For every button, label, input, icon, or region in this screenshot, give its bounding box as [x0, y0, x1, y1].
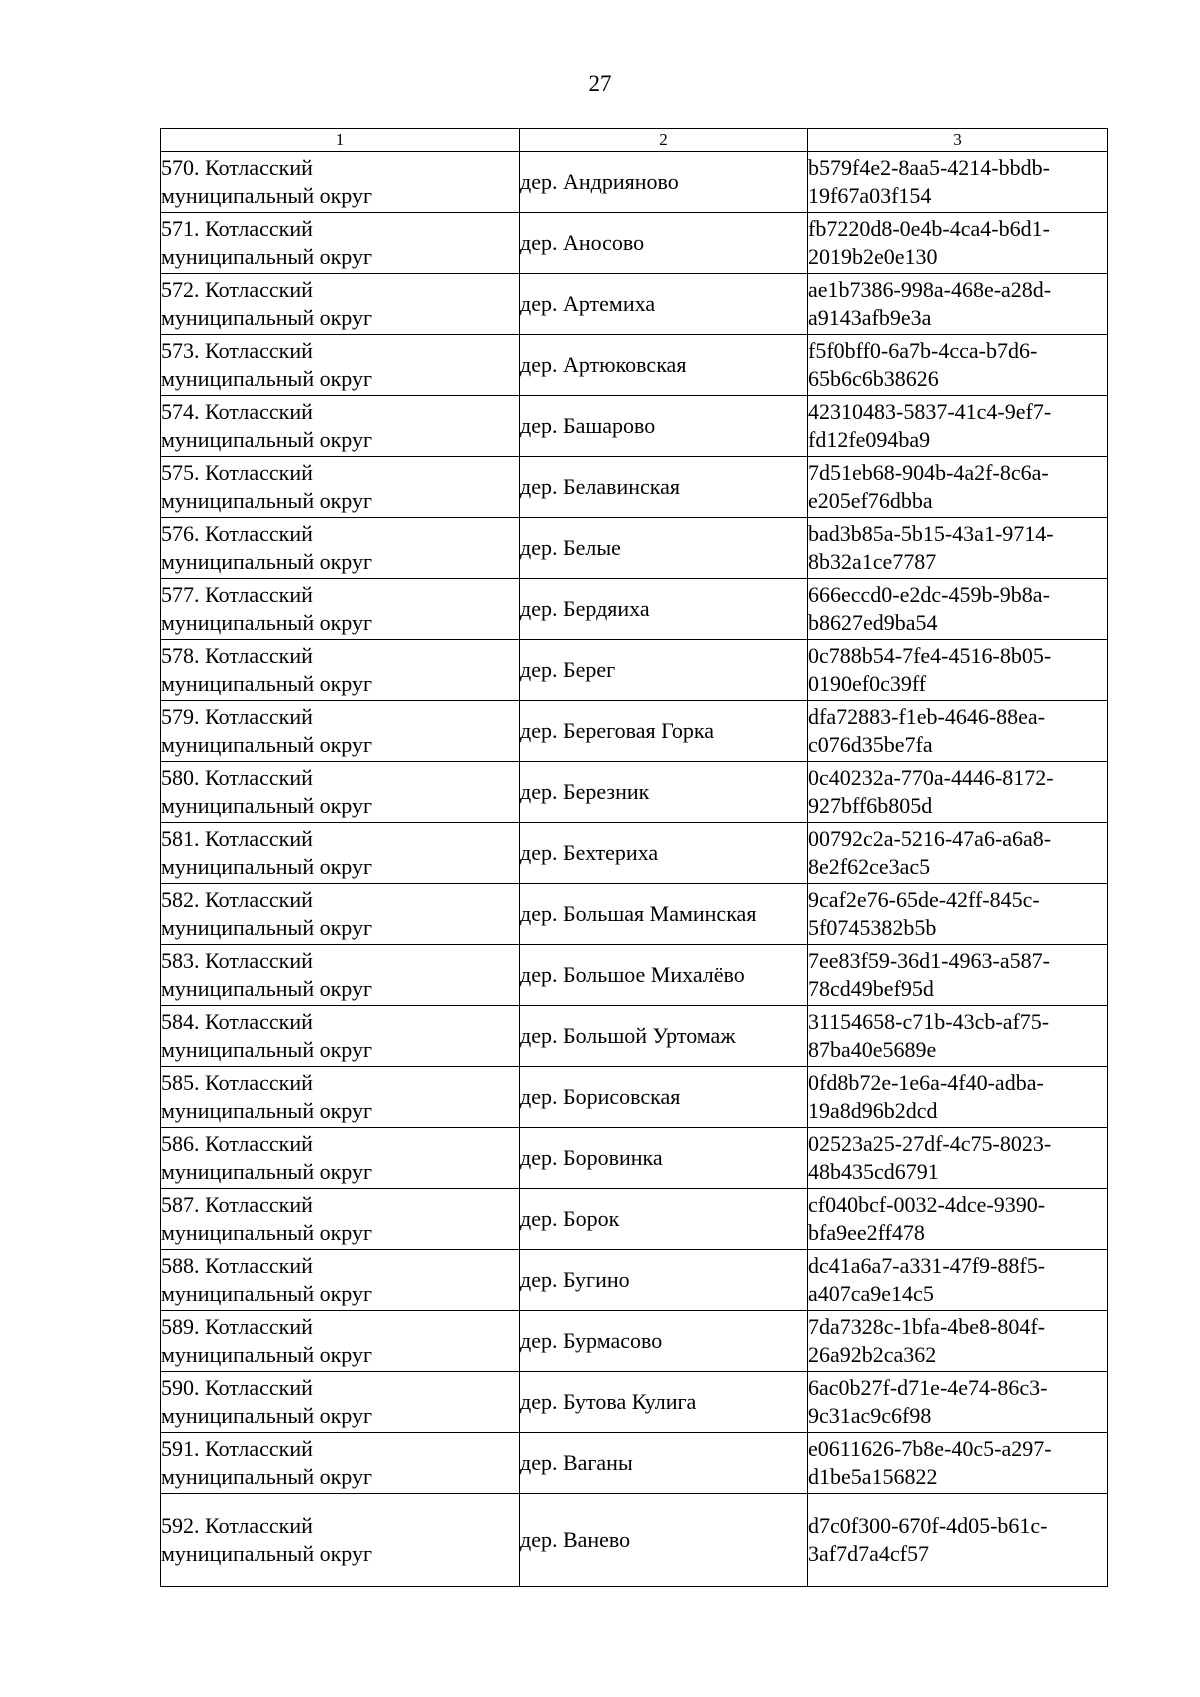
settlement-cell: дер. Большое Михалёво: [520, 945, 808, 1006]
municipality-type: муниципальный округ: [161, 427, 373, 452]
guid-part-1: 00792c2a-5216-47a6-a6a8-: [808, 826, 1052, 851]
guid-cell: [808, 396, 1108, 457]
municipality-type: муниципальный округ: [161, 976, 373, 1001]
municipality-cell: [161, 457, 520, 518]
guid-cell: [808, 640, 1108, 701]
table-row: [161, 1433, 1108, 1494]
guid-cell: [808, 274, 1108, 335]
municipality-cell: [161, 1189, 520, 1250]
municipality-cell: [161, 1433, 520, 1494]
table-row: [161, 518, 1108, 579]
guid-part-1: 02523a25-27df-4c75-8023-: [808, 1131, 1052, 1156]
municipality-type: муниципальный округ: [161, 1281, 373, 1306]
municipality-number-name: 584. Котласский: [161, 1009, 313, 1034]
municipality-number-name: 583. Котласский: [161, 948, 313, 973]
municipality-cell: [161, 1372, 520, 1433]
table-row: [161, 335, 1108, 396]
guid-part-2: c076d35be7fa: [808, 732, 933, 757]
guid-part-2: 5f0745382b5b: [808, 915, 937, 940]
municipality-cell: [161, 1006, 520, 1067]
guid-part-1: 9caf2e76-65de-42ff-845c-: [808, 887, 1040, 912]
guid-part-2: d1be5a156822: [808, 1464, 938, 1489]
municipality-cell: [161, 1250, 520, 1311]
municipality-type: муниципальный округ: [161, 549, 373, 574]
table-row: [161, 701, 1108, 762]
guid-part-1: 666eccd0-e2dc-459b-9b8a-: [808, 582, 1050, 607]
guid-part-2: 927bff6b805d: [808, 793, 933, 818]
municipality-cell: [161, 762, 520, 823]
municipality-type: муниципальный округ: [161, 1464, 373, 1489]
municipality-type: муниципальный округ: [161, 671, 373, 696]
municipality-number-name: 571. Котласский: [161, 216, 313, 241]
municipality-number-name: 588. Котласский: [161, 1253, 313, 1278]
municipality-number-name: 575. Котласский: [161, 460, 313, 485]
municipality-cell: [161, 396, 520, 457]
settlement-cell: дер. Белые: [520, 518, 808, 579]
table-row: [161, 1006, 1108, 1067]
guid-part-2: 9c31ac9c6f98: [808, 1403, 932, 1428]
guid-cell: [808, 1006, 1108, 1067]
municipality-type: муниципальный округ: [161, 1403, 373, 1428]
guid-cell: [808, 1433, 1108, 1494]
municipality-type: муниципальный округ: [161, 183, 373, 208]
guid-part-1: 6ac0b27f-d71e-4e74-86c3-: [808, 1375, 1048, 1400]
page-number: 27: [588, 71, 612, 96]
guid-cell: [808, 1189, 1108, 1250]
municipality-number-name: 573. Котласский: [161, 338, 313, 363]
municipality-number-name: 586. Котласский: [161, 1131, 313, 1156]
guid-part-2: 26a92b2ca362: [808, 1342, 937, 1367]
municipality-type: муниципальный округ: [161, 366, 373, 391]
guid-cell: [808, 579, 1108, 640]
settlement-cell: дер. Белавинская: [520, 457, 808, 518]
guid-part-1: dc41a6a7-a331-47f9-88f5-: [808, 1253, 1046, 1278]
municipality-number-name: 579. Котласский: [161, 704, 313, 729]
settlement-cell: дер. Берег: [520, 640, 808, 701]
table-row: [161, 1250, 1108, 1311]
table-row: [161, 457, 1108, 518]
guid-part-1: ae1b7386-998a-468e-a28d-: [808, 277, 1052, 302]
table-row: [161, 1372, 1108, 1433]
settlement-cell: дер. Артюковская: [520, 335, 808, 396]
municipality-type: муниципальный округ: [161, 915, 373, 940]
municipality-number-name: 570. Котласский: [161, 155, 313, 180]
settlement-cell: дер. Бугино: [520, 1250, 808, 1311]
table-row: [161, 1067, 1108, 1128]
municipality-cell: [161, 701, 520, 762]
guid-cell: [808, 152, 1108, 213]
guid-part-2: 3af7d7a4cf57: [808, 1541, 929, 1566]
municipality-number-name: 576. Котласский: [161, 521, 313, 546]
table-row: [161, 640, 1108, 701]
table-row: [161, 884, 1108, 945]
guid-part-1: 0c788b54-7fe4-4516-8b05-: [808, 643, 1052, 668]
column-header-3: 3: [808, 129, 1108, 152]
municipality-number-name: 587. Котласский: [161, 1192, 313, 1217]
guid-cell: [808, 1311, 1108, 1372]
table-row: [161, 823, 1108, 884]
guid-part-1: fb7220d8-0e4b-4ca4-b6d1-: [808, 216, 1050, 241]
settlement-cell: дер. Ваганы: [520, 1433, 808, 1494]
municipality-number-name: 582. Котласский: [161, 887, 313, 912]
settlement-cell: дер. Ванево: [520, 1494, 808, 1587]
table-row: [161, 945, 1108, 1006]
guid-part-2: 2019b2e0e130: [808, 244, 938, 269]
settlement-cell: дер. Береговая Горка: [520, 701, 808, 762]
guid-cell: [808, 1067, 1108, 1128]
municipality-number-name: 592. Котласский: [161, 1513, 313, 1538]
settlement-cell: дер. Борисовская: [520, 1067, 808, 1128]
column-header-2: 2: [520, 129, 808, 152]
guid-cell: [808, 1250, 1108, 1311]
municipality-type: муниципальный округ: [161, 793, 373, 818]
guid-part-1: cf040bcf-0032-4dce-9390-: [808, 1192, 1046, 1217]
settlement-cell: дер. Боровинка: [520, 1128, 808, 1189]
municipality-number-name: 580. Котласский: [161, 765, 313, 790]
guid-part-1: 7ee83f59-36d1-4963-a587-: [808, 948, 1050, 973]
guid-part-1: dfa72883-f1eb-4646-88ea-: [808, 704, 1046, 729]
guid-cell: [808, 457, 1108, 518]
guid-part-1: 0fd8b72e-1e6a-4f40-adba-: [808, 1070, 1044, 1095]
table-row: [161, 213, 1108, 274]
column-header-1: 1: [161, 129, 520, 152]
guid-cell: [808, 335, 1108, 396]
municipality-number-name: 591. Котласский: [161, 1436, 313, 1461]
guid-part-2: 48b435cd6791: [808, 1159, 939, 1184]
guid-cell: [808, 823, 1108, 884]
guid-part-1: bad3b85a-5b15-43a1-9714-: [808, 521, 1054, 546]
settlement-cell: дер. Бурмасово: [520, 1311, 808, 1372]
municipality-cell: [161, 1128, 520, 1189]
table-row: [161, 762, 1108, 823]
guid-part-1: 7d51eb68-904b-4a2f-8c6a-: [808, 460, 1049, 485]
guid-part-1: b579f4e2-8aa5-4214-bbdb-: [808, 155, 1050, 180]
municipality-cell: [161, 884, 520, 945]
guid-cell: [808, 701, 1108, 762]
guid-part-1: 7da7328c-1bfa-4be8-804f-: [808, 1314, 1046, 1339]
guid-part-1: d7c0f300-670f-4d05-b61c-: [808, 1513, 1048, 1538]
municipality-type: муниципальный округ: [161, 305, 373, 330]
municipality-number-name: 574. Котласский: [161, 399, 313, 424]
guid-cell: [808, 213, 1108, 274]
guid-cell: [808, 1494, 1108, 1587]
guid-cell: [808, 1372, 1108, 1433]
table-header: [161, 129, 1108, 152]
guid-cell: [808, 884, 1108, 945]
settlement-cell: дер. Бердяиха: [520, 579, 808, 640]
table-row: [161, 274, 1108, 335]
guid-part-2: e205ef76dbba: [808, 488, 933, 513]
municipality-type: муниципальный округ: [161, 1098, 373, 1123]
settlement-cell: дер. Аносово: [520, 213, 808, 274]
table-row: [161, 152, 1108, 213]
guid-part-2: 0190ef0c39ff: [808, 671, 927, 696]
guid-cell: [808, 1128, 1108, 1189]
municipality-type: муниципальный округ: [161, 610, 373, 635]
table-row: [161, 1128, 1108, 1189]
guid-cell: [808, 518, 1108, 579]
settlement-cell: дер. Артемиха: [520, 274, 808, 335]
municipality-cell: [161, 152, 520, 213]
municipality-type: муниципальный округ: [161, 488, 373, 513]
settlement-cell: дер. Андрияново: [520, 152, 808, 213]
municipality-cell: [161, 945, 520, 1006]
guid-part-2: 78cd49bef95d: [808, 976, 934, 1001]
municipality-cell: [161, 579, 520, 640]
guid-part-2: fd12fe094ba9: [808, 427, 931, 452]
settlement-cell: дер. Башарово: [520, 396, 808, 457]
municipality-type: муниципальный округ: [161, 244, 373, 269]
guid-part-1: 31154658-c71b-43cb-af75-: [808, 1009, 1050, 1034]
municipality-type: муниципальный округ: [161, 732, 373, 757]
guid-part-2: 19f67a03f154: [808, 183, 932, 208]
municipality-cell: [161, 518, 520, 579]
settlement-cell: дер. Бутова Кулига: [520, 1372, 808, 1433]
municipality-number-name: 581. Котласский: [161, 826, 313, 851]
guid-part-2: b8627ed9ba54: [808, 610, 938, 635]
table-row: [161, 1494, 1108, 1587]
guid-part-2: a407ca9e14c5: [808, 1281, 934, 1306]
municipality-cell: [161, 1067, 520, 1128]
municipality-type: муниципальный округ: [161, 1037, 373, 1062]
guid-part-2: 87ba40e5689e: [808, 1037, 937, 1062]
guid-cell: [808, 945, 1108, 1006]
header-row: [161, 129, 1108, 152]
table-row: [161, 1189, 1108, 1250]
guid-part-2: 19a8d96b2dcd: [808, 1098, 938, 1123]
guid-cell: [808, 762, 1108, 823]
guid-part-2: a9143afb9e3a: [808, 305, 932, 330]
municipality-cell: [161, 823, 520, 884]
municipality-number-name: 578. Котласский: [161, 643, 313, 668]
municipality-type: муниципальный округ: [161, 1220, 373, 1245]
municipality-number-name: 572. Котласский: [161, 277, 313, 302]
municipality-number-name: 585. Котласский: [161, 1070, 313, 1095]
settlement-cell: дер. Березник: [520, 762, 808, 823]
municipality-number-name: 589. Котласский: [161, 1314, 313, 1339]
guid-part-1: 42310483-5837-41c4-9ef7-: [808, 399, 1052, 424]
municipality-cell: [161, 1311, 520, 1372]
municipality-cell: [161, 213, 520, 274]
settlement-cell: дер. Бехтериха: [520, 823, 808, 884]
municipality-cell: [161, 1494, 520, 1587]
municipality-type: муниципальный округ: [161, 854, 373, 879]
municipality-cell: [161, 274, 520, 335]
guid-part-1: e0611626-7b8e-40c5-a297-: [808, 1436, 1052, 1461]
guid-part-1: 0c40232a-770a-4446-8172-: [808, 765, 1054, 790]
settlement-cell: дер. Большой Уртомаж: [520, 1006, 808, 1067]
settlement-cell: дер. Большая Маминская: [520, 884, 808, 945]
guid-part-2: bfa9ee2ff478: [808, 1220, 925, 1245]
guid-part-2: 8e2f62ce3ac5: [808, 854, 931, 879]
table-row: [161, 396, 1108, 457]
municipality-number-name: 577. Котласский: [161, 582, 313, 607]
table-body: [161, 152, 1108, 1587]
settlement-registry-table: [160, 128, 1108, 1587]
municipality-type: муниципальный округ: [161, 1159, 373, 1184]
municipality-type: муниципальный округ: [161, 1342, 373, 1367]
municipality-cell: [161, 335, 520, 396]
guid-part-2: 8b32a1ce7787: [808, 549, 937, 574]
guid-part-2: 65b6c6b38626: [808, 366, 939, 391]
municipality-type: муниципальный округ: [161, 1541, 373, 1566]
guid-part-1: f5f0bff0-6a7b-4cca-b7d6-: [808, 338, 1038, 363]
settlement-cell: дер. Борок: [520, 1189, 808, 1250]
table-row: [161, 1311, 1108, 1372]
municipality-cell: [161, 640, 520, 701]
municipality-number-name: 590. Котласский: [161, 1375, 313, 1400]
table-row: [161, 579, 1108, 640]
